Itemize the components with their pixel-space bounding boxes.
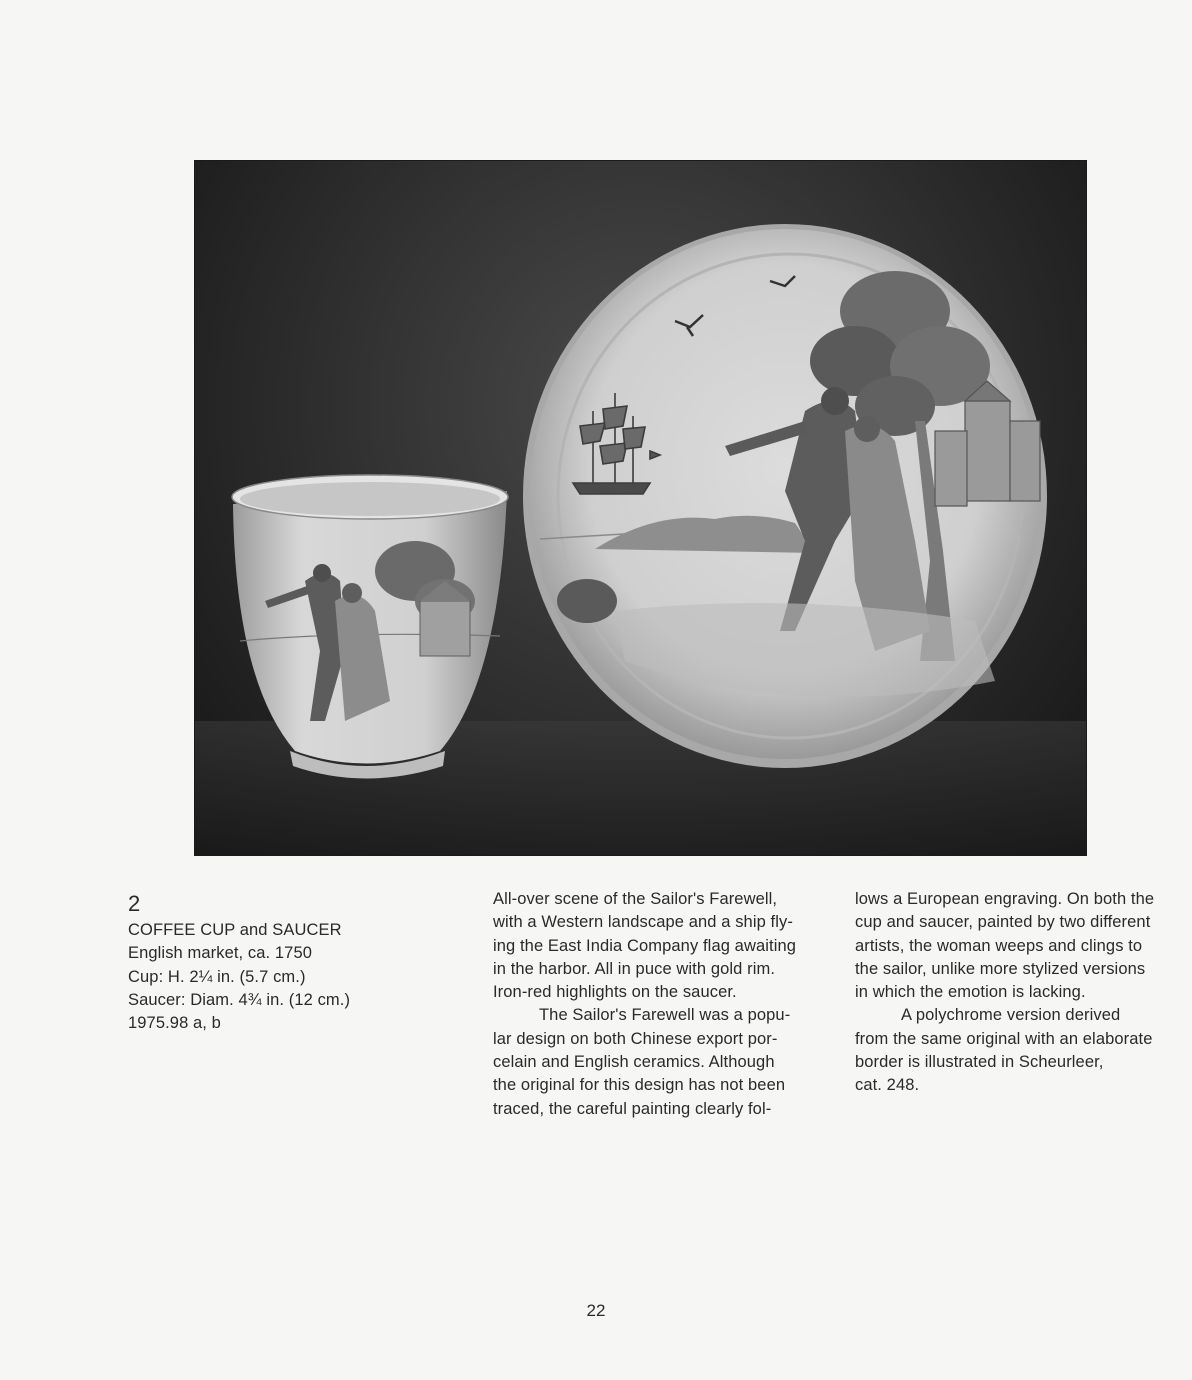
text-line: the sailor, unlike more stylized versions: [855, 959, 1146, 978]
text-line: in the harbor. All in puce with gold rim.: [493, 959, 775, 978]
text-line: lar design on both Chinese export por-: [493, 1029, 778, 1048]
page-number: 22: [586, 1301, 606, 1320]
figure-photograph: [194, 160, 1087, 856]
text-line: cat. 248.: [855, 1076, 920, 1095]
object-title: COFFEE CUP and SAUCER: [128, 921, 342, 939]
text-line: The Sailor's Farewell was a popu-: [539, 1006, 791, 1025]
saucer-dimensions: Saucer: Diam. 4¾ in. (12 cm.): [128, 990, 351, 1009]
catalogue-caption: [128, 891, 408, 1035]
text-line: Iron-red highlights on the saucer.: [493, 983, 737, 1002]
text-line: with a Western landscape and a ship fly-: [493, 913, 793, 932]
text-line: ing the East India Company flag awaiting: [493, 936, 797, 955]
text-line: All-over scene of the Sailor's Farewell,: [493, 890, 778, 908]
text-line: artists, the woman weeps and clings to: [855, 936, 1143, 955]
accession-number: 1975.98 a, b: [128, 1014, 221, 1033]
saucer: [523, 224, 1047, 768]
text-line: celain and English ceramics. Although: [493, 1053, 775, 1072]
object-market-date: English market, ca. 1750: [128, 944, 312, 963]
text-line: in which the emotion is lacking.: [855, 983, 1086, 1002]
text-line: lows a European engraving. On both the: [855, 890, 1155, 908]
text-line: cup and saucer, painted by two different: [855, 913, 1151, 932]
text-line: traced, the careful painting clearly fol-: [493, 1099, 772, 1118]
text-line: border is illustrated in Scheurleer,: [855, 1053, 1104, 1072]
body-text-column-2: [855, 888, 1175, 1098]
catalogue-number: 2: [128, 891, 141, 916]
text-line: from the same original with an elaborate: [855, 1029, 1153, 1048]
text-line: the original for this design has not been: [493, 1076, 786, 1095]
cup-and-saucer-illustration: [195, 161, 1087, 856]
cup-dimensions: Cup: H. 2¼ in. (5.7 cm.): [128, 967, 306, 986]
text-line: A polychrome version derived: [901, 1006, 1121, 1025]
body-text-column-1: [493, 888, 813, 1121]
